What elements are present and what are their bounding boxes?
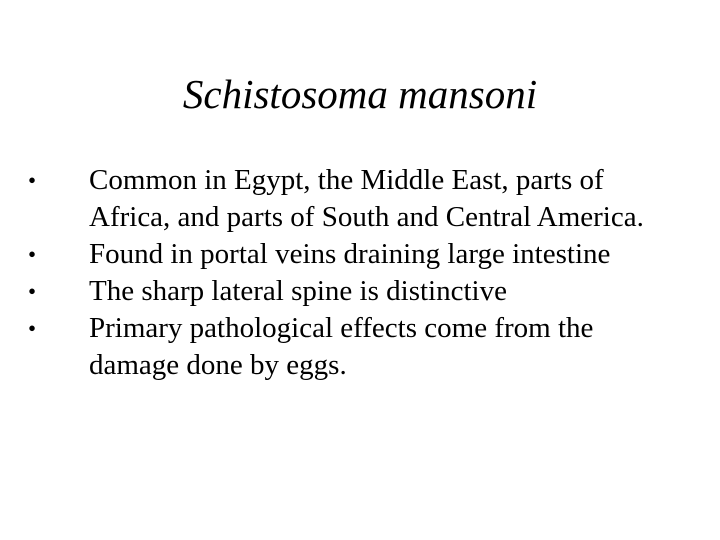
bullet-item [28,236,688,273]
bullet-item [28,273,688,310]
slide-title: Schistosoma mansoni [182,71,538,117]
bullet-text: Common in Egypt, the Middle East, parts of Africa, and parts of South and Central America. [89,164,644,233]
bullet-marker: • [28,316,37,341]
bullet-text: Found in portal veins draining large intestine [89,238,611,270]
bullet-marker: • [28,279,37,304]
bullet-item [28,162,688,236]
bullet-marker: • [28,242,37,267]
bullet-item [28,310,688,384]
bullet-marker: • [28,168,37,193]
bullet-text: Primary pathological effects come from the damage done by eggs. [89,312,594,381]
bullet-text: The sharp lateral spine is distinctive [89,275,507,307]
bullet-list [28,162,688,384]
